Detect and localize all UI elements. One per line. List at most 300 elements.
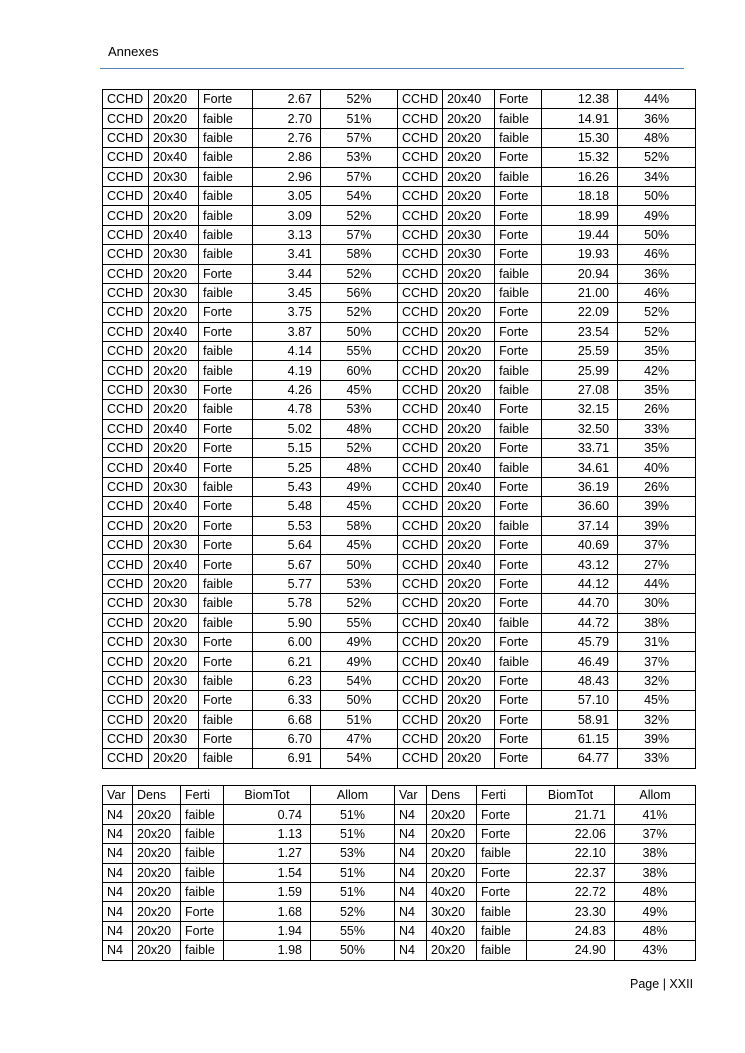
table-cell: 52% — [311, 902, 395, 921]
table-cell: 35% — [618, 439, 696, 458]
table-cell: N4 — [395, 863, 427, 882]
table-cell: 3.75 — [253, 303, 321, 322]
table-cell: 20x40 — [443, 555, 495, 574]
table-cell: faible — [181, 805, 224, 824]
table-cell: 58.91 — [542, 710, 618, 729]
table-cell: CCHD — [103, 186, 149, 205]
table-cell: N4 — [103, 824, 133, 843]
table-cell: Forte — [181, 902, 224, 921]
table-cell: faible — [199, 477, 253, 496]
table-cell: 5.64 — [253, 535, 321, 554]
table-cell: faible — [199, 167, 253, 186]
table-cell: CCHD — [398, 477, 443, 496]
table-row — [103, 167, 696, 186]
table-cell: CCHD — [103, 245, 149, 264]
table-cell: 2.86 — [253, 148, 321, 167]
table-cell: 20x30 — [149, 729, 199, 748]
table-cell: 42% — [618, 361, 696, 380]
table-cell: 3.13 — [253, 225, 321, 244]
table-cell: CCHD — [398, 167, 443, 186]
table-cell: CCHD — [103, 555, 149, 574]
table-row — [103, 225, 696, 244]
table-cell: 53% — [321, 400, 398, 419]
table-cell: Forte — [199, 516, 253, 535]
table-cell: 44.12 — [542, 574, 618, 593]
table-cell: 20x20 — [443, 206, 495, 225]
table-cell: CCHD — [103, 206, 149, 225]
table-cell: 20x20 — [149, 109, 199, 128]
table-cell: 32.15 — [542, 400, 618, 419]
table-cell: faible — [199, 225, 253, 244]
table-cell: 20x20 — [443, 710, 495, 729]
table-row — [103, 458, 696, 477]
table-cell: 30% — [618, 594, 696, 613]
table-cell: 41% — [615, 805, 696, 824]
table-cell: 30x20 — [427, 902, 477, 921]
table-cell: 44.70 — [542, 594, 618, 613]
table-row — [103, 594, 696, 613]
table-cell: CCHD — [398, 245, 443, 264]
table-cell: Forte — [495, 90, 542, 109]
table-cell: faible — [495, 419, 542, 438]
table-cell: 51% — [311, 863, 395, 882]
table-cell: CCHD — [398, 303, 443, 322]
table-cell: 49% — [615, 902, 696, 921]
table-cell: 1.27 — [224, 844, 311, 863]
table-cell: 3.09 — [253, 206, 321, 225]
table-cell: 36% — [618, 264, 696, 283]
table-cell: 1.98 — [224, 941, 311, 960]
table-row — [103, 206, 696, 225]
table-cell: Forte — [495, 691, 542, 710]
table-cell: 35% — [618, 380, 696, 399]
table-cell: Forte — [199, 380, 253, 399]
table-row — [103, 844, 696, 863]
table-cell: 52% — [618, 148, 696, 167]
table-cell: 6.33 — [253, 691, 321, 710]
table-cell: 20x20 — [443, 749, 495, 768]
table-cell: 49% — [321, 632, 398, 651]
table-cell: 48% — [321, 419, 398, 438]
table-cell: CCHD — [103, 322, 149, 341]
table-cell: 20x40 — [149, 497, 199, 516]
table-cell: Forte — [495, 749, 542, 768]
table-cell: 51% — [321, 109, 398, 128]
table-row — [103, 400, 696, 419]
table-cell: 20x20 — [149, 439, 199, 458]
table-cell: 44% — [618, 574, 696, 593]
table-cell: 20x20 — [443, 109, 495, 128]
table-cell: 6.23 — [253, 671, 321, 690]
table-cell: 5.67 — [253, 555, 321, 574]
table-cell: 20x20 — [133, 824, 181, 843]
table-row — [103, 863, 696, 882]
table-cell: 40.69 — [542, 535, 618, 554]
table-cell: 57% — [321, 128, 398, 147]
table-cell: 20x20 — [443, 535, 495, 554]
table-cell: 23.30 — [527, 902, 615, 921]
table-cell: 20x40 — [443, 458, 495, 477]
table-cell: faible — [199, 186, 253, 205]
table-cell: CCHD — [398, 439, 443, 458]
table-cell: 20x20 — [443, 342, 495, 361]
table-row — [103, 632, 696, 651]
table-cell: CCHD — [103, 516, 149, 535]
table-cell: 57% — [321, 225, 398, 244]
table-cell: CCHD — [398, 342, 443, 361]
table-cell: 20x20 — [149, 613, 199, 632]
table-cell: 20x30 — [149, 283, 199, 302]
table-cell: CCHD — [103, 342, 149, 361]
table-row — [103, 941, 696, 960]
table-cell: 45% — [618, 691, 696, 710]
table-cell: N4 — [395, 941, 427, 960]
table-cell: CCHD — [398, 128, 443, 147]
column-header: BiomTot — [527, 786, 615, 805]
table-cell: Forte — [199, 322, 253, 341]
table-cell: CCHD — [398, 632, 443, 651]
table-cell: 20x20 — [427, 941, 477, 960]
table-cell: 20x20 — [133, 882, 181, 901]
table-cell: CCHD — [103, 225, 149, 244]
table-cell: 20x20 — [443, 497, 495, 516]
table-cell: 20x20 — [443, 128, 495, 147]
table-cell: CCHD — [398, 555, 443, 574]
table-cell: faible — [495, 361, 542, 380]
table-row — [103, 516, 696, 535]
table-cell: CCHD — [398, 535, 443, 554]
table-cell: N4 — [395, 921, 427, 940]
table-row — [103, 749, 696, 768]
table-cell: 20x30 — [443, 245, 495, 264]
table-cell: CCHD — [103, 303, 149, 322]
table-row — [103, 691, 696, 710]
table-cell: Forte — [199, 652, 253, 671]
table-cell: CCHD — [103, 439, 149, 458]
table-cell: 20x20 — [443, 419, 495, 438]
table-cell: Forte — [495, 303, 542, 322]
table-cell: 6.91 — [253, 749, 321, 768]
table-row — [103, 128, 696, 147]
table-cell: 57% — [321, 167, 398, 186]
table-cell: 22.37 — [527, 863, 615, 882]
table-cell: faible — [495, 380, 542, 399]
table-cell: 20x20 — [149, 749, 199, 768]
table-cell: 50% — [321, 691, 398, 710]
table-cell: 48% — [615, 921, 696, 940]
table-cell: Forte — [495, 322, 542, 341]
table-cell: CCHD — [103, 652, 149, 671]
table-cell: Forte — [495, 632, 542, 651]
table-cell: 20x30 — [149, 245, 199, 264]
table-cell: 58% — [321, 516, 398, 535]
table-cell: 20x20 — [443, 148, 495, 167]
table-cell: 55% — [321, 613, 398, 632]
table-cell: faible — [181, 824, 224, 843]
table-cell: 1.13 — [224, 824, 311, 843]
table-cell: N4 — [395, 882, 427, 901]
table-cell: 20x20 — [427, 805, 477, 824]
table-cell: N4 — [103, 805, 133, 824]
table-cell: 20x20 — [149, 574, 199, 593]
table-cell: Forte — [495, 710, 542, 729]
table-header-row — [103, 786, 696, 805]
page-number: XXII — [669, 977, 694, 991]
table-cell: 32% — [618, 710, 696, 729]
table-cell: 5.25 — [253, 458, 321, 477]
table-cell: CCHD — [103, 691, 149, 710]
table-row — [103, 439, 696, 458]
table-cell: 5.53 — [253, 516, 321, 535]
table-cell: Forte — [199, 729, 253, 748]
table-cell: 3.44 — [253, 264, 321, 283]
table-cell: 20x20 — [149, 516, 199, 535]
table-cell: faible — [495, 652, 542, 671]
table-cell: 51% — [311, 824, 395, 843]
table-cell: CCHD — [103, 361, 149, 380]
table-cell: 20x20 — [133, 863, 181, 882]
table-cell: 61.15 — [542, 729, 618, 748]
table-cell: 20x40 — [149, 322, 199, 341]
table-cell: 46% — [618, 283, 696, 302]
table-cell: Forte — [495, 400, 542, 419]
table-cell: 25.59 — [542, 342, 618, 361]
table-cell: Forte — [199, 439, 253, 458]
table-cell: 24.90 — [527, 941, 615, 960]
table-row — [103, 186, 696, 205]
table-cell: 27.08 — [542, 380, 618, 399]
table-cell: 3.87 — [253, 322, 321, 341]
table-row — [103, 148, 696, 167]
table-cell: Forte — [181, 921, 224, 940]
table-cell: Forte — [477, 882, 527, 901]
table-cell: 55% — [311, 921, 395, 940]
table-cell: Forte — [495, 497, 542, 516]
table-cell: 6.68 — [253, 710, 321, 729]
table-cell: 31% — [618, 632, 696, 651]
table-cell: 33% — [618, 749, 696, 768]
table-cell: CCHD — [103, 458, 149, 477]
table-cell: Forte — [495, 206, 542, 225]
table-cell: faible — [495, 516, 542, 535]
table-cell: 19.93 — [542, 245, 618, 264]
table-cell: 0.74 — [224, 805, 311, 824]
table-cell: faible — [477, 941, 527, 960]
table-cell: 50% — [321, 322, 398, 341]
table-cell: 54% — [321, 186, 398, 205]
table-cell: faible — [495, 613, 542, 632]
table-cell: 20x20 — [427, 844, 477, 863]
table-cell: 56% — [321, 283, 398, 302]
table-cell: faible — [199, 109, 253, 128]
page-footer — [630, 977, 693, 991]
table-row — [103, 613, 696, 632]
table-cell: N4 — [103, 882, 133, 901]
table-cell: 12.38 — [542, 90, 618, 109]
table-cell: 52% — [321, 594, 398, 613]
table-cell: 20x20 — [443, 186, 495, 205]
table-cell: 36% — [618, 109, 696, 128]
table-cell: 3.41 — [253, 245, 321, 264]
table-cell: 15.32 — [542, 148, 618, 167]
table-cell: 20x40 — [443, 400, 495, 419]
table-cell: 39% — [618, 516, 696, 535]
table-cell: 20x40 — [149, 555, 199, 574]
table-cell: N4 — [103, 902, 133, 921]
table-cell: CCHD — [398, 400, 443, 419]
table-cell: 52% — [321, 264, 398, 283]
table-cell: 49% — [321, 477, 398, 496]
table-cell: 1.59 — [224, 882, 311, 901]
table-cell: 44% — [618, 90, 696, 109]
table-cell: faible — [477, 902, 527, 921]
table-cell: 20x30 — [149, 671, 199, 690]
table-cell: faible — [199, 283, 253, 302]
table-cell: 18.99 — [542, 206, 618, 225]
table-cell: 2.96 — [253, 167, 321, 186]
table-cell: 45% — [321, 380, 398, 399]
table-cell: 27% — [618, 555, 696, 574]
table-cell: 50% — [321, 555, 398, 574]
table-cell: 20x40 — [443, 477, 495, 496]
table-cell: 53% — [311, 844, 395, 863]
table-row — [103, 264, 696, 283]
table-cell: 46% — [618, 245, 696, 264]
table-cell: Forte — [495, 477, 542, 496]
table-cell: Forte — [495, 729, 542, 748]
table-cell: Forte — [199, 555, 253, 574]
column-header: Var — [103, 786, 133, 805]
table-cell: 20x20 — [133, 902, 181, 921]
table-cell: 4.19 — [253, 361, 321, 380]
table-cell: CCHD — [398, 361, 443, 380]
table-row — [103, 555, 696, 574]
table-cell: CCHD — [103, 632, 149, 651]
table-cell: 16.26 — [542, 167, 618, 186]
table-cell: Forte — [495, 594, 542, 613]
table-cell: Forte — [495, 245, 542, 264]
table-cell: 20x20 — [443, 283, 495, 302]
column-header: Ferti — [181, 786, 224, 805]
column-header: Allom — [311, 786, 395, 805]
column-header: BiomTot — [224, 786, 311, 805]
column-header: Var — [395, 786, 427, 805]
table-cell: N4 — [103, 844, 133, 863]
table-cell: 20x20 — [149, 691, 199, 710]
table-cell: 23.54 — [542, 322, 618, 341]
table-cell: 20x30 — [149, 535, 199, 554]
table-row — [103, 419, 696, 438]
table-cell: CCHD — [398, 613, 443, 632]
table-cell: 26% — [618, 477, 696, 496]
table-row — [103, 380, 696, 399]
table-row — [103, 671, 696, 690]
table-cell: 4.14 — [253, 342, 321, 361]
table-cell: CCHD — [398, 516, 443, 535]
table-cell: 45.79 — [542, 632, 618, 651]
table-cell: 5.78 — [253, 594, 321, 613]
table-cell: 24.83 — [527, 921, 615, 940]
column-header: Dens — [427, 786, 477, 805]
table-cell: 20x20 — [149, 264, 199, 283]
table-cell: 20x20 — [427, 863, 477, 882]
table-cell: 20x30 — [443, 225, 495, 244]
table-cell: 37% — [618, 652, 696, 671]
table-cell: 39% — [618, 729, 696, 748]
table-cell: 36.19 — [542, 477, 618, 496]
table-cell: 2.67 — [253, 90, 321, 109]
table-cell: 38% — [618, 613, 696, 632]
table-row — [103, 805, 696, 824]
table-cell: CCHD — [398, 458, 443, 477]
table-cell: 20x20 — [133, 921, 181, 940]
table-cell: 48% — [615, 882, 696, 901]
table-cell: Forte — [199, 303, 253, 322]
table-cell: 49% — [618, 206, 696, 225]
table-row — [103, 882, 696, 901]
table-cell: faible — [495, 283, 542, 302]
table-cell: CCHD — [103, 497, 149, 516]
table-cell: 32% — [618, 671, 696, 690]
table-cell: 20x20 — [443, 322, 495, 341]
table-cell: 5.90 — [253, 613, 321, 632]
table-cell: 14.91 — [542, 109, 618, 128]
table-cell: 22.10 — [527, 844, 615, 863]
table-row — [103, 90, 696, 109]
table-cell: 49% — [321, 652, 398, 671]
table-cell: 50% — [618, 225, 696, 244]
table-row — [103, 729, 696, 748]
table-cell: 6.00 — [253, 632, 321, 651]
table-cell: 64.77 — [542, 749, 618, 768]
table-cell: 51% — [311, 805, 395, 824]
table-cell: 20x20 — [133, 941, 181, 960]
table-cell: 20x20 — [443, 264, 495, 283]
table-cell: 43% — [615, 941, 696, 960]
table-cell: CCHD — [398, 497, 443, 516]
table-cell: Forte — [477, 824, 527, 843]
table-cell: 20x20 — [149, 710, 199, 729]
table-cell: 52% — [321, 303, 398, 322]
table-cell: 37.14 — [542, 516, 618, 535]
table-cell: faible — [181, 844, 224, 863]
table-cell: CCHD — [398, 691, 443, 710]
table-cell: 60% — [321, 361, 398, 380]
table-cell: CCHD — [103, 749, 149, 768]
table-cell: faible — [199, 710, 253, 729]
table-cell: 22.09 — [542, 303, 618, 322]
table-row — [103, 902, 696, 921]
table-row — [103, 574, 696, 593]
table-cell: 19.44 — [542, 225, 618, 244]
table-cell: 2.76 — [253, 128, 321, 147]
table-cell: 52% — [321, 439, 398, 458]
table-cell: faible — [181, 863, 224, 882]
table-cell: Forte — [495, 342, 542, 361]
table-cell: CCHD — [103, 90, 149, 109]
table-row — [103, 303, 696, 322]
table-row — [103, 535, 696, 554]
table-cell: faible — [495, 109, 542, 128]
table-cell: 20x20 — [443, 671, 495, 690]
table-cell: Forte — [199, 691, 253, 710]
table-cell: CCHD — [103, 167, 149, 186]
table-cell: CCHD — [398, 594, 443, 613]
page-separator: | — [662, 977, 666, 991]
table-cell: CCHD — [103, 477, 149, 496]
table-cell: 20x20 — [443, 439, 495, 458]
table-cell: 38% — [615, 863, 696, 882]
